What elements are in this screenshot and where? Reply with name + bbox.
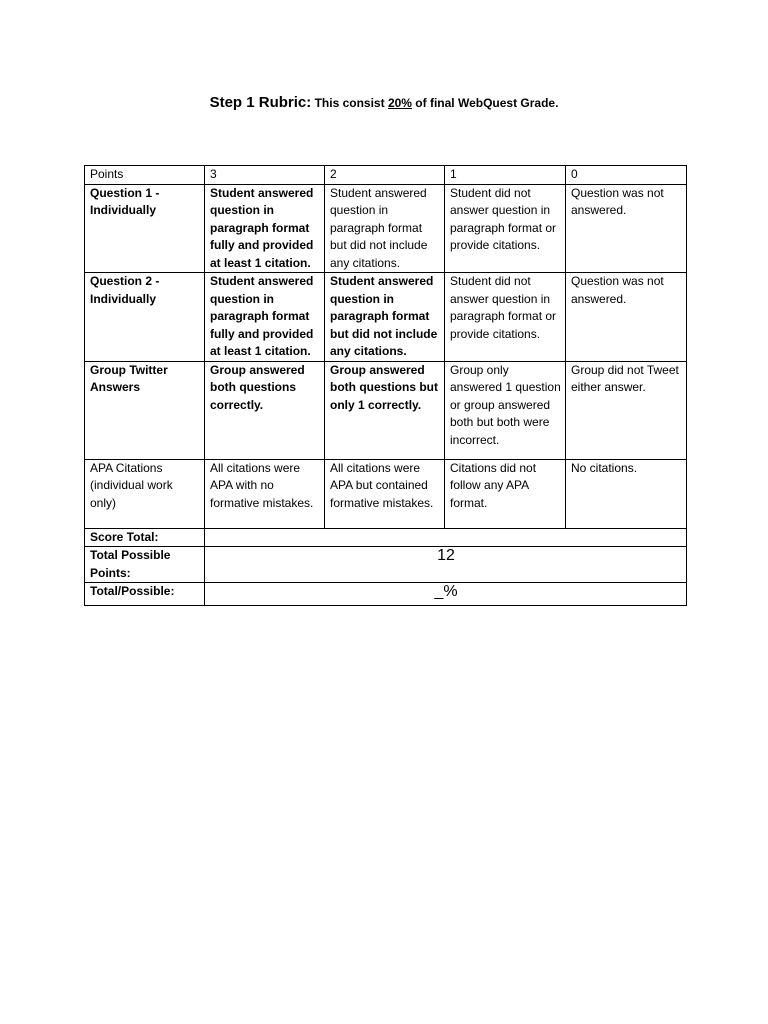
table-row — [85, 459, 687, 528]
header-cell-0: 0 — [566, 166, 687, 185]
score-0-cell: Group did not Tweet either answer. — [566, 361, 687, 459]
rubric-table — [84, 165, 687, 606]
total-possible-label: Total Possible Points: — [85, 547, 205, 583]
score-2-cell: Student answered question in paragraph format but did not include any citations. — [325, 273, 445, 362]
score-total-value — [205, 528, 687, 547]
table-row — [85, 273, 687, 362]
score-3-cell: Student answered question in paragraph format fully and provided at least 1 citation. — [205, 184, 325, 273]
criterion-cell: Question 1 - Individually — [85, 184, 205, 273]
title-pre: This consist — [311, 96, 388, 110]
score-1-cell: Student did not answer question in paragraph format or provide citations. — [445, 273, 566, 362]
total-possible-row — [85, 547, 687, 583]
score-1-cell: Group only answered 1 question or group answered both but both were incorrect. — [445, 361, 566, 459]
score-2-cell: All citations were APA but contained formative mistakes. — [325, 459, 445, 528]
header-cell-3: 3 — [205, 166, 325, 185]
total-over-possible-label: Total/Possible: — [85, 583, 205, 606]
score-3-cell: All citations were APA with no formative mistakes. — [205, 459, 325, 528]
header-cell-2: 2 — [325, 166, 445, 185]
score-total-label: Score Total: — [85, 528, 205, 547]
criterion-cell: APA Citations (individual work only) — [85, 459, 205, 528]
criterion-cell: Group Twitter Answers — [85, 361, 205, 459]
title-main: Step 1 Rubric: — [209, 94, 312, 111]
table-header-row — [85, 166, 687, 185]
score-0-cell: Question was not answered. — [566, 184, 687, 273]
criterion-cell: Question 2 - Individually — [85, 273, 205, 362]
title-percent: 20% — [387, 96, 412, 110]
header-cell-1: 1 — [445, 166, 566, 185]
header-cell-points: Points — [85, 166, 205, 185]
table-row — [85, 361, 687, 459]
score-2-cell: Student answered question in paragraph format but did not include any citations. — [325, 184, 445, 273]
score-1-cell: Citations did not follow any APA format. — [445, 459, 566, 528]
score-1-cell: Student did not answer question in paragraph format or provide citations. — [445, 184, 566, 273]
score-0-cell: No citations. — [566, 459, 687, 528]
score-3-cell: Student answered question in paragraph format fully and provided at least 1 citation. — [205, 273, 325, 362]
score-2-cell: Group answered both questions but only 1 correctly. — [325, 361, 445, 459]
table-row — [85, 184, 687, 273]
score-3-cell: Group answered both questions correctly. — [205, 361, 325, 459]
score-0-cell: Question was not answered. — [566, 273, 687, 362]
total-possible-value: 12 — [205, 547, 687, 583]
score-total-row — [85, 528, 687, 547]
total-over-possible-row — [85, 583, 687, 606]
total-over-possible-value: _% — [205, 583, 687, 606]
title-post: of final WebQuest Grade. — [411, 96, 559, 110]
rubric-title — [0, 94, 768, 112]
